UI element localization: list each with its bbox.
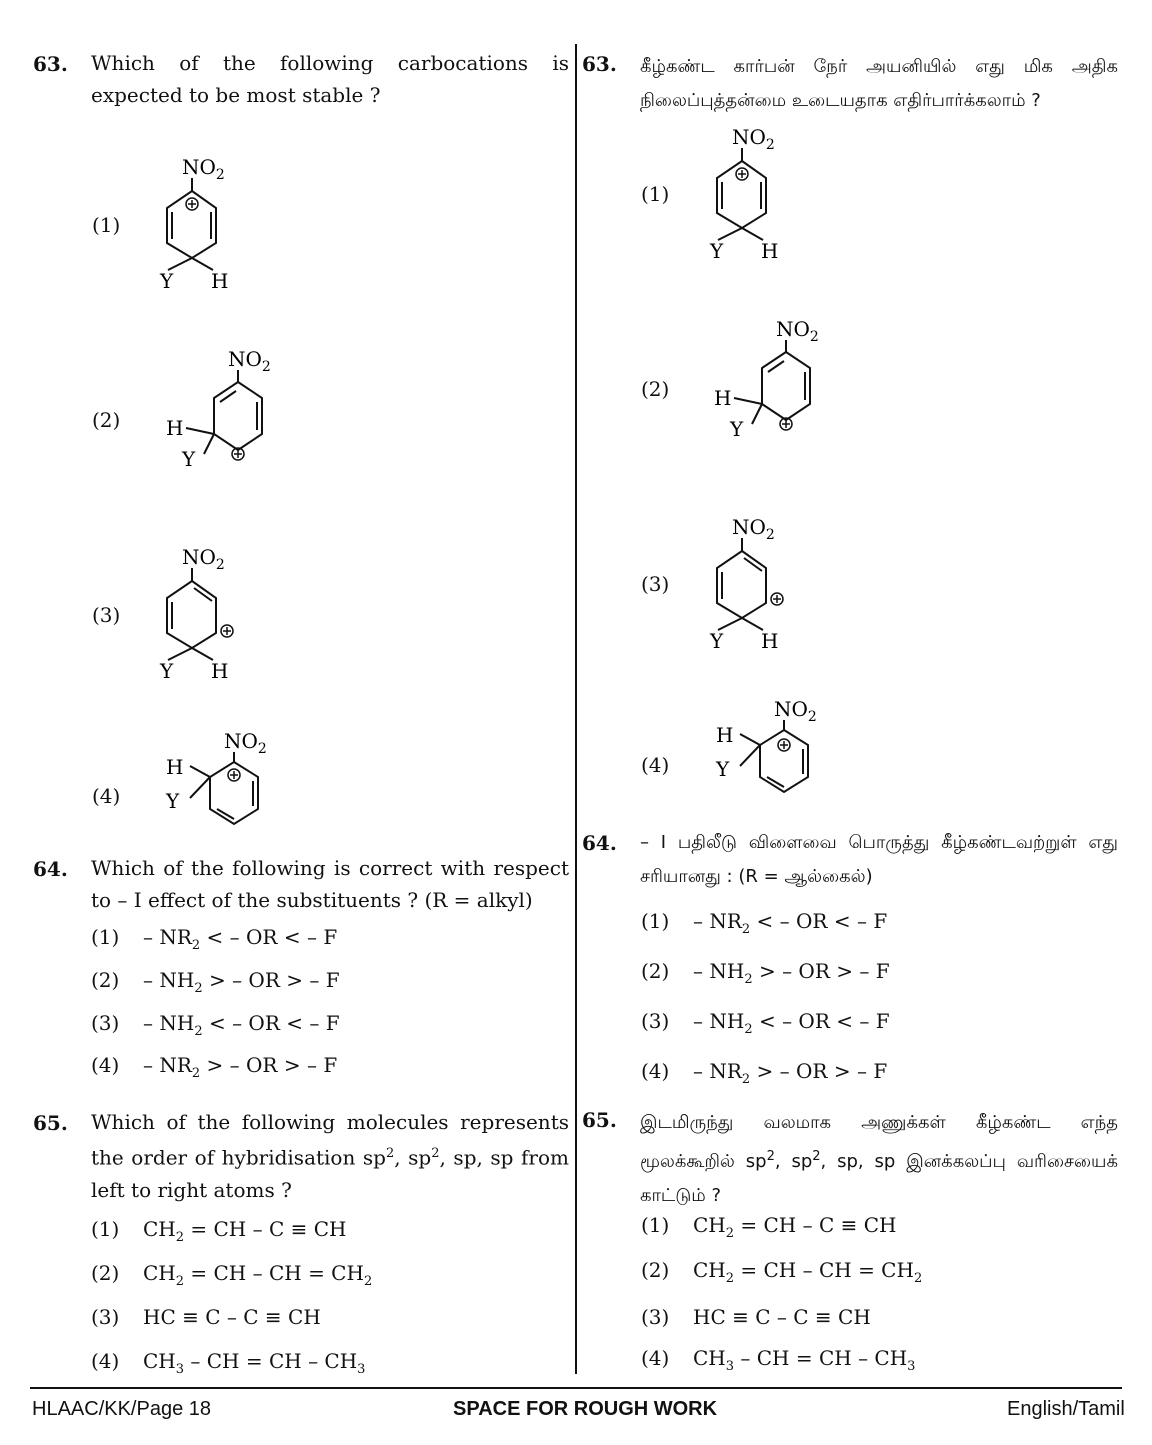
svg-text:Y: Y xyxy=(730,417,744,441)
option: $(1) - NR_2$ < – OR < – F xyxy=(641,909,888,937)
molecule-structure xyxy=(700,118,820,268)
option: (4) $CH_3$ – CH = CH – $CH_3$ xyxy=(641,1346,916,1374)
option-number: (3) xyxy=(641,572,670,596)
svg-text:Y: Y xyxy=(182,447,196,471)
svg-text:H: H xyxy=(761,629,779,653)
question-text: Which of the following carbocations is expected to be most stable ? xyxy=(91,51,569,107)
molecule-structure xyxy=(150,538,270,688)
svg-text:H: H xyxy=(211,269,229,293)
option-number: (2) xyxy=(641,377,670,401)
option-number: (1) xyxy=(92,213,121,237)
svg-text:NO2: $NO_2$ xyxy=(732,125,775,153)
molecule-structure xyxy=(708,310,838,450)
option-number: (4) xyxy=(92,784,121,808)
option: $(1) - NR_2$ < – OR < – F xyxy=(91,925,338,953)
option: $(3) - NH_2$ < – OR < – F xyxy=(91,1011,340,1039)
option: $(4) - NR_2$ > – OR > – F xyxy=(641,1059,888,1087)
option: (2) $CH_2$ = CH – CH = $CH_2$ xyxy=(91,1261,373,1289)
footer-rough-work: SPACE FOR ROUGH WORK xyxy=(453,1398,718,1420)
question-number: 63. xyxy=(33,52,68,76)
svg-text:H: H xyxy=(211,659,229,683)
footer-rule xyxy=(30,1387,1122,1389)
svg-text:H: H xyxy=(716,723,734,747)
question-text: – I பதிலீடு விளைவை பொருத்து கீழ்கண்டவற்றுள் எது சரியானது : (R = ஆல்கைல்) xyxy=(640,832,1118,887)
option: (1) $CH_2$ = CH – C ≡ CH xyxy=(91,1217,347,1245)
option-number: (1) xyxy=(641,182,670,206)
question-text: Which of the following molecules represents the order of hybridisation $sp^2$, $sp^2$, sp, sp from left to right atoms ? xyxy=(91,1110,569,1202)
option: (3) HC ≡ C – C ≡ CH xyxy=(641,1305,871,1329)
question-number: 64. xyxy=(33,857,68,881)
footer-language: English/Tamil xyxy=(1007,1398,1125,1420)
option: $(2) - NH_2$ > – OR > – F xyxy=(91,968,340,996)
svg-text:Y: Y xyxy=(716,757,730,781)
svg-text:Y: Y xyxy=(166,789,180,813)
svg-text:Y: Y xyxy=(160,659,174,683)
svg-text:NO2: $NO_2$ xyxy=(228,347,271,375)
question-number: 64. xyxy=(582,831,617,855)
svg-text:NO2: $NO_2$ xyxy=(182,545,225,573)
svg-text:NO2: $NO_2$ xyxy=(732,515,775,543)
option-number: (2) xyxy=(92,408,121,432)
option-number: (4) xyxy=(641,753,670,777)
question-text: கீழ்கண்ட கார்பன் நேர் அயனியில் எது மிக அதிக நிலைப்புத்தன்மை உடையதாக எதிர்பார்க்கலாம் ? xyxy=(640,56,1118,111)
svg-text:Y: Y xyxy=(160,269,174,293)
question-number: 65. xyxy=(582,1108,617,1132)
option-number: (3) xyxy=(92,603,121,627)
svg-text:H: H xyxy=(166,416,184,440)
nitro-label: $NO_2$ xyxy=(182,155,225,183)
option: (4) $CH_3$ – CH = CH – $CH_3$ xyxy=(91,1349,366,1377)
molecule-structure xyxy=(150,148,270,298)
option: (3) HC ≡ C – C ≡ CH xyxy=(91,1305,321,1329)
column-divider xyxy=(575,44,577,1374)
option: $(2) - NH_2$ > – OR > – F xyxy=(641,959,890,987)
molecule-structure xyxy=(710,690,840,805)
svg-text:NO2: $NO_2$ xyxy=(224,729,267,757)
option: (1) $CH_2$ = CH – C ≡ CH xyxy=(641,1213,897,1241)
svg-text:H: H xyxy=(166,755,184,779)
option: (2) $CH_2$ = CH – CH = $CH_2$ xyxy=(641,1258,923,1286)
molecule-structure xyxy=(700,508,820,658)
question-text: Which of the following is correct with respect to – I effect of the substituents ? (R = alkyl) xyxy=(91,856,569,912)
molecule-structure xyxy=(160,340,290,480)
question-number: 63. xyxy=(582,52,617,76)
svg-text:Y: Y xyxy=(710,239,724,263)
option: $(4) - NR_2$ > – OR > – F xyxy=(91,1053,338,1081)
footer-page-code: HLAAC/KK/Page 18 xyxy=(32,1398,211,1420)
question-number: 65. xyxy=(33,1111,68,1135)
molecule-structure xyxy=(160,722,290,837)
svg-text:H: H xyxy=(714,386,732,410)
svg-text:H: H xyxy=(761,239,779,263)
svg-text:NO2: $NO_2$ xyxy=(774,697,817,725)
question-text: இடமிருந்து வலமாக அணுக்கள் கீழ்கண்ட எந்த மூலக்கூறில் $sp^2$, $sp^2$, sp, sp இனக்கலப்பு வரிசையைக் காட்டும் ? xyxy=(640,1112,1118,1206)
svg-text:NO2: $NO_2$ xyxy=(776,317,819,345)
option: $(3) - NH_2$ < – OR < – F xyxy=(641,1009,890,1037)
svg-text:Y: Y xyxy=(710,629,724,653)
